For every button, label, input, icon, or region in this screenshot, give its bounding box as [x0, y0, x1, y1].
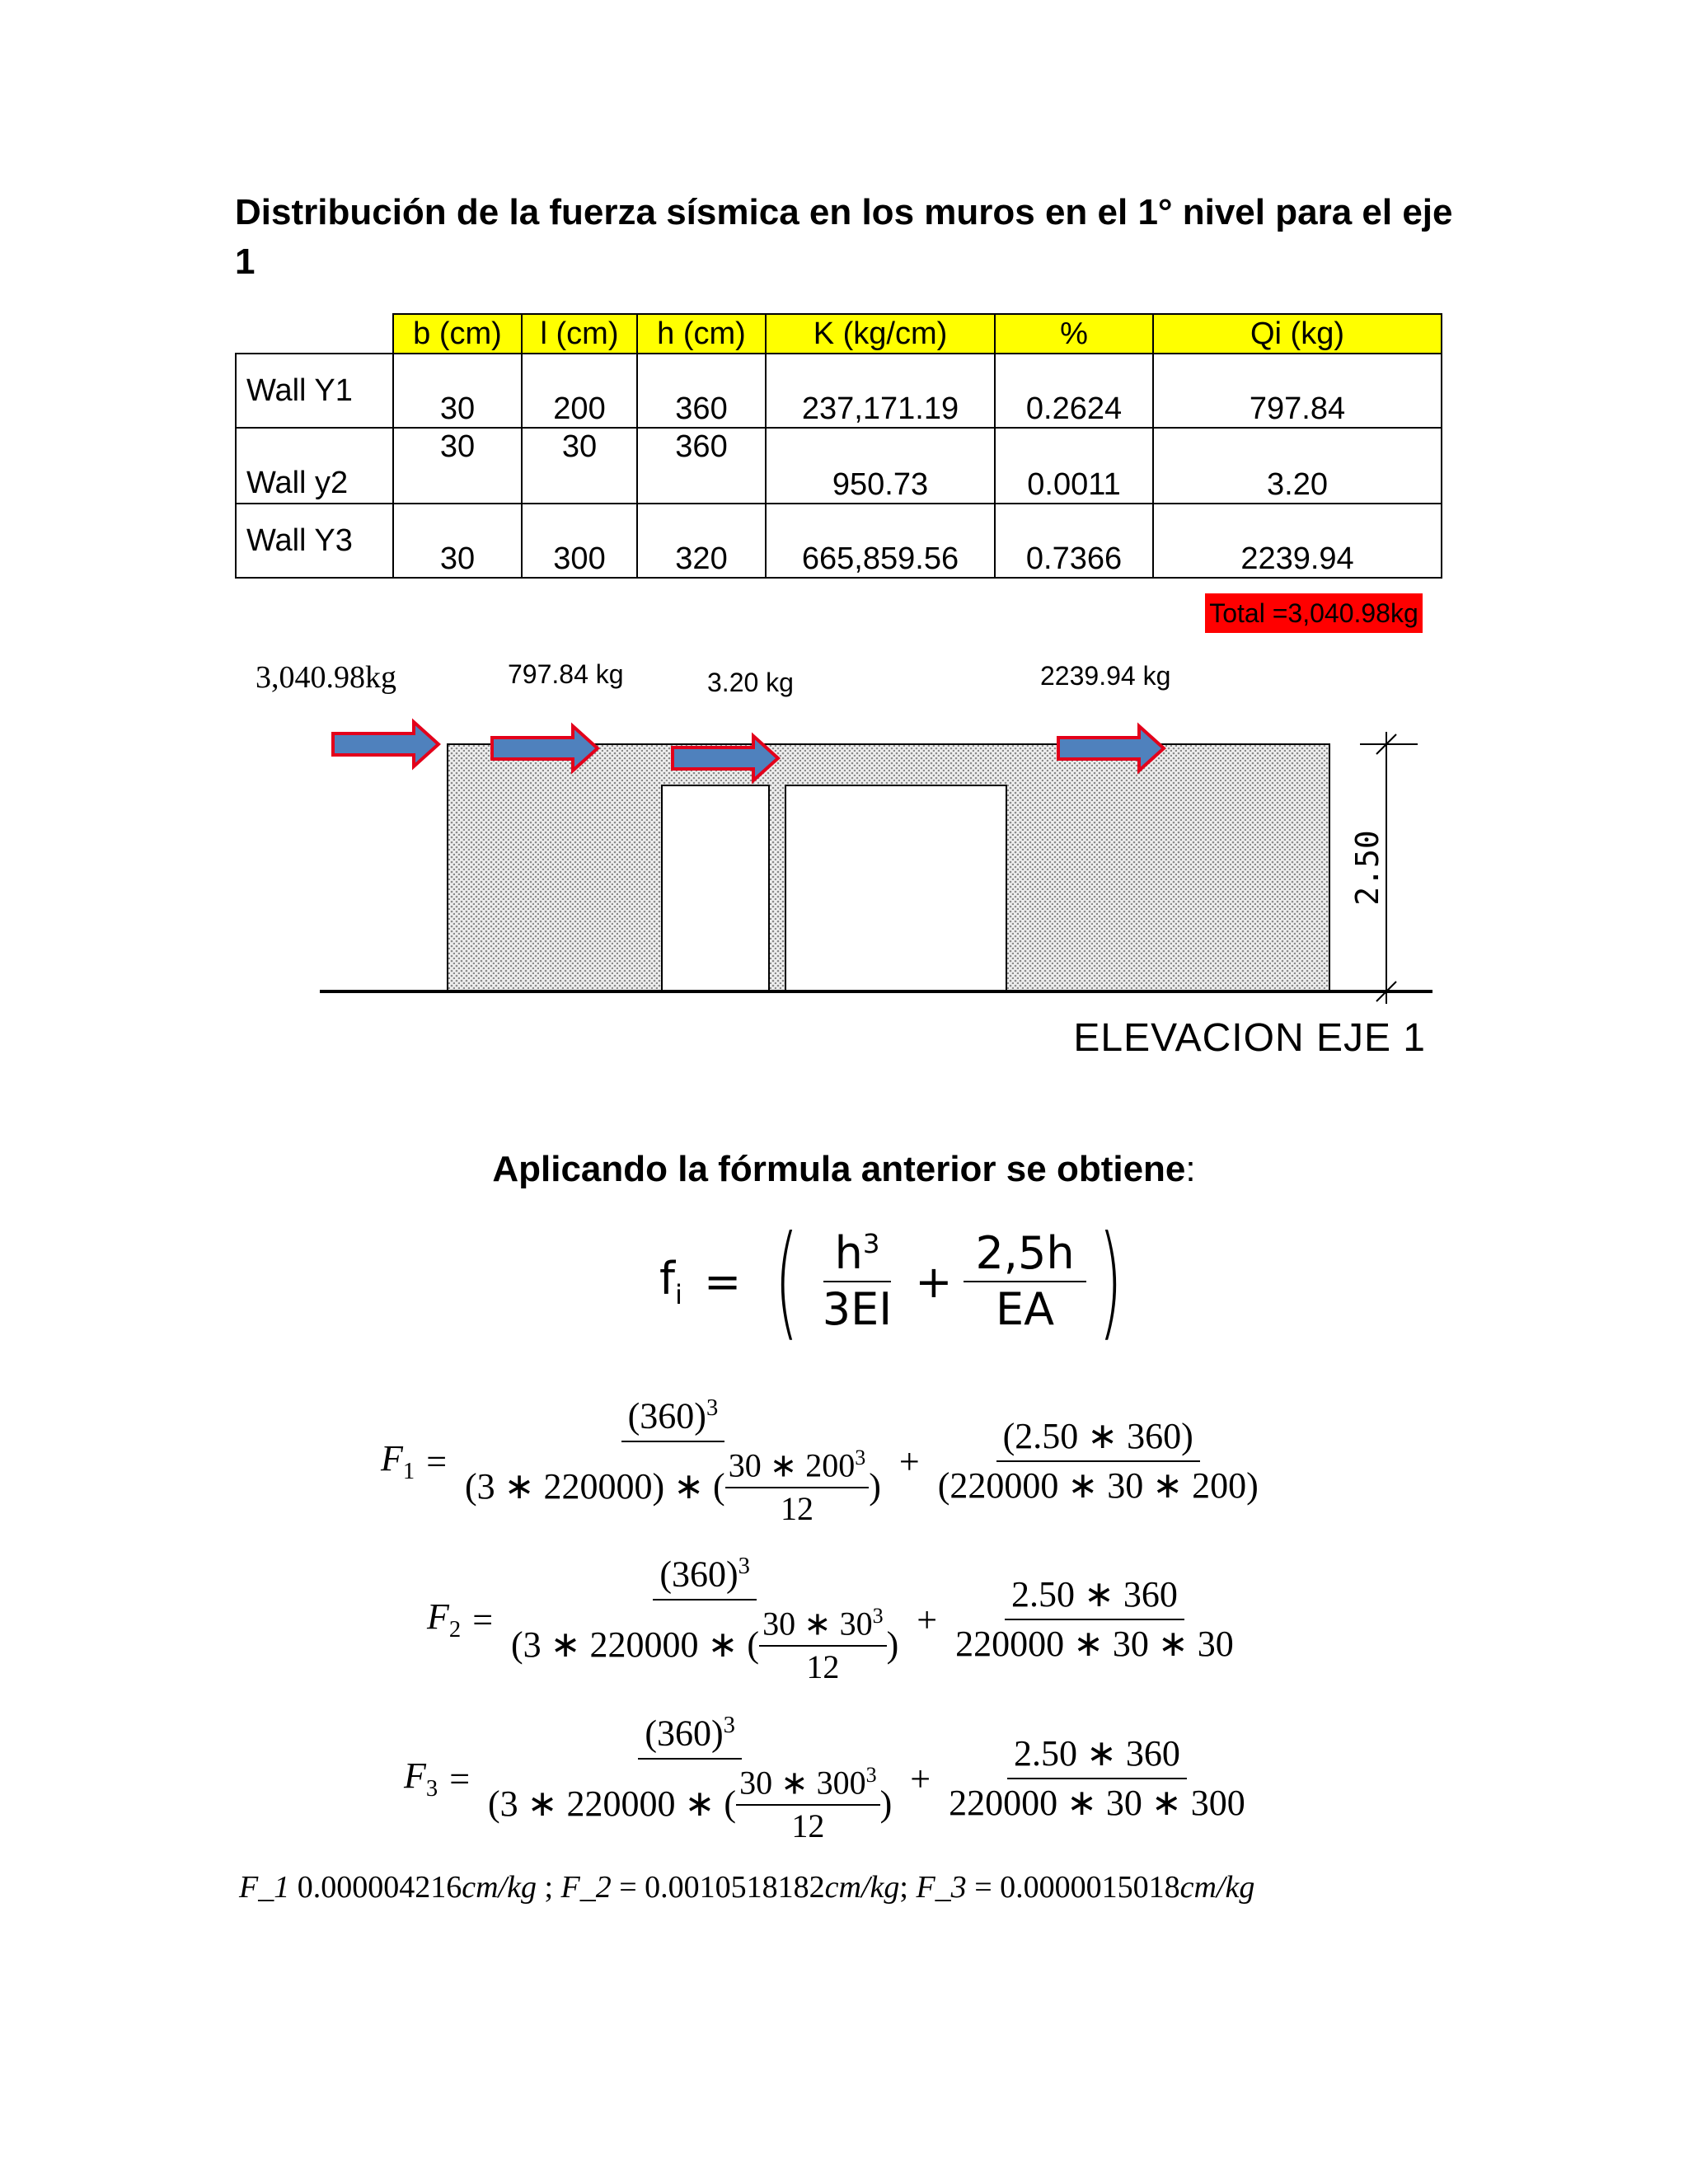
equation-label: $F_2$ [427, 1596, 462, 1643]
cell-k: 237,171.19 [766, 354, 995, 428]
shear-term: $\frac{2.50 ∗ 360}{220000 ∗ 30 ∗ 300}$ [949, 1732, 1245, 1824]
cell-percent: 0.2624 [995, 354, 1153, 428]
cell-qi: 797.84 [1153, 354, 1442, 428]
equation-label: $F_1$ [381, 1438, 415, 1485]
shear-term: $\frac{(2.50 ∗ 360)}{(220000 ∗ 30 ∗ 200)}$ [937, 1415, 1259, 1507]
bending-term: $(360)^3$ (3 ∗ 220000 ∗ ( $\frac{30 ∗ 300^3}{12}$ ) [488, 1713, 893, 1844]
header-qi: Qi (kg) [1153, 314, 1442, 354]
header-k: K (kg/cm) [766, 314, 995, 354]
row-name: Wall y2 [236, 428, 393, 504]
load-label-y3: 2239.94 kg [1040, 661, 1171, 691]
cell-k: 665,859.56 [766, 504, 995, 578]
bending-term: $(360)^3$ (3 ∗ 220000) ∗ ( $\frac{30 ∗ 200^3}{12}$ ) [465, 1395, 881, 1527]
load-arrow-1 [333, 722, 438, 766]
cell-l: 200 [522, 354, 637, 428]
general-formula [659, 1210, 1134, 1353]
dimension-label: 2.50 [1349, 830, 1386, 906]
header-h: h (cm) [637, 314, 766, 354]
cell-percent: 0.7366 [995, 504, 1153, 578]
elevation-label: ELEVACION EJE 1 [1073, 1016, 1426, 1060]
cell-h: 360 [637, 354, 766, 428]
elevation-drawing [0, 701, 1688, 1005]
cell-b: 30 [393, 504, 522, 578]
load-label-y2: 3.20 kg [707, 668, 794, 697]
cell-k: 950.73 [766, 428, 995, 504]
cell-h: 360 [637, 428, 766, 504]
equals-sign: = [472, 1599, 494, 1640]
equation-f2 [427, 1554, 1240, 1686]
header-b: b (cm) [393, 314, 522, 354]
formula-term-1: $\frac{h^3}{3EI}$ [822, 1226, 893, 1335]
plus-sign: + [898, 1441, 920, 1482]
equation-f1 [381, 1395, 1265, 1528]
flexibility-summary: F_1 0.000004216cm/kg ; F_2 = 0.0010518182cm/kg; F_3 = 0.0000015018cm/kg [239, 1870, 1255, 1905]
load-label-total: 3,040.98kg [256, 660, 396, 695]
formula-intro: Aplicando la fórmula anterior se obtiene: [492, 1149, 1196, 1189]
cell-qi: 3.20 [1153, 428, 1442, 504]
shear-term: $\frac{2.50 ∗ 360}{220000 ∗ 30 ∗ 30}$ [955, 1573, 1234, 1665]
right-paren: ) [1098, 1210, 1123, 1353]
load-label-y1: 797.84 kg [508, 659, 624, 689]
door-opening [662, 785, 769, 991]
cell-b: 30 [393, 428, 522, 504]
left-paren: ( [774, 1210, 799, 1353]
plus-sign: + [910, 1758, 931, 1799]
page-title: Distribución de la fuerza sísmica en los muros en el 1° nivel para el eje 1 [235, 192, 1453, 282]
table-row [236, 504, 1442, 578]
header-blank [236, 314, 393, 354]
table-row [236, 428, 1442, 504]
bending-term: $(360)^3$ (3 ∗ 220000 ∗ ( $\frac{30 ∗ 30^3}{12}$ ) [511, 1554, 899, 1685]
equals-sign: = [426, 1441, 448, 1482]
cell-h: 320 [637, 504, 766, 578]
formula-plus: + [915, 1255, 953, 1308]
plus-sign: + [917, 1599, 938, 1640]
cell-b: 30 [393, 354, 522, 428]
seismic-distribution-table [235, 313, 1442, 579]
header-percent: % [995, 314, 1153, 354]
formula-equals: = [704, 1255, 742, 1308]
table-header-row [236, 314, 1442, 354]
table-row [236, 354, 1442, 428]
total-badge: Total =3,040.98kg [1205, 593, 1423, 633]
formula-term-2: $\frac{2,5h}{EA}$ [964, 1226, 1085, 1337]
header-l: l (cm) [522, 314, 637, 354]
cell-l: 30 [522, 428, 637, 504]
cell-percent: 0.0011 [995, 428, 1153, 504]
cell-qi: 2239.94 [1153, 504, 1442, 578]
equation-f3 [404, 1713, 1252, 1845]
equation-label: $F_3$ [404, 1755, 438, 1802]
formula-lhs: $f_i$ [659, 1253, 683, 1310]
equals-sign: = [449, 1758, 471, 1799]
row-name: Wall Y3 [236, 504, 393, 578]
window-opening [785, 785, 1006, 991]
row-name: Wall Y1 [236, 354, 393, 428]
cell-l: 300 [522, 504, 637, 578]
